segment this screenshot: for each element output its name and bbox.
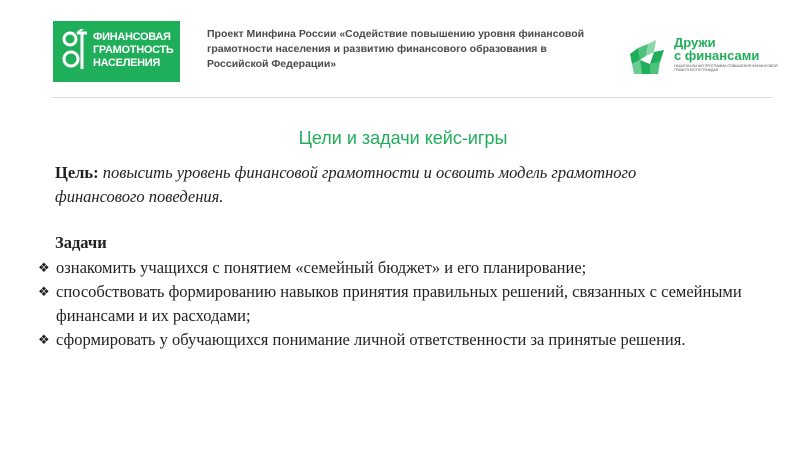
list-item: [38, 280, 758, 328]
logo-line-3: НАСЕЛЕНИЯ: [93, 57, 161, 69]
druzhi-s-finansami-logo: [626, 36, 776, 76]
list-item: [38, 256, 758, 280]
slide-title: Цели и задачи кейс-игры: [298, 128, 508, 148]
tasks-list: [38, 256, 758, 352]
goal-text: повысить уровень финансовой грамотности и освоить модель грамотного финансового поведения.: [55, 163, 637, 206]
brand-title-line-2: с финансами: [674, 48, 760, 63]
goal-paragraph: [55, 161, 695, 209]
task-text: сформировать у обучающихся понимание личной ответственности за принятые решения.: [56, 330, 686, 349]
brand-title-line-1: Дружи: [674, 35, 716, 50]
dog-mosaic-icon: [626, 40, 666, 76]
logo-line-2: ГРАМОТНОСТЬ: [93, 44, 174, 56]
task-text: ознакомить учащихся с понятием «семейный бюджет» и его планирование;: [56, 258, 587, 277]
diamond-bullet-icon: ❖: [38, 284, 50, 299]
project-description: Проект Минфина России «Содействие повышению уровня финансовой грамотности населения и развитию финансового образования в Российской Федерации»: [207, 28, 585, 70]
brand-subtitle: НАЦИОНАЛЬНАЯ ПРОГРАММА ПОВЫШЕНИЯ ФИНАНСОВОЙ ГРАМОТНОСТИ ГРАЖДАН: [674, 64, 778, 72]
logo-line-1: ФИНАНСОВАЯ: [93, 31, 171, 43]
financial-literacy-emblem-icon: [61, 29, 89, 73]
header-divider: [52, 97, 772, 98]
header: [0, 0, 800, 98]
list-item: [38, 328, 758, 352]
diamond-bullet-icon: ❖: [38, 260, 50, 275]
diamond-bullet-icon: ❖: [38, 332, 50, 347]
tasks-heading: Задачи: [55, 233, 107, 252]
financial-literacy-logo: [53, 21, 180, 82]
task-text: способствовать формированию навыков принятия правильных решений, связанных с семейными финансами и их расходами;: [56, 282, 742, 325]
goal-label: Цель:: [55, 163, 99, 182]
